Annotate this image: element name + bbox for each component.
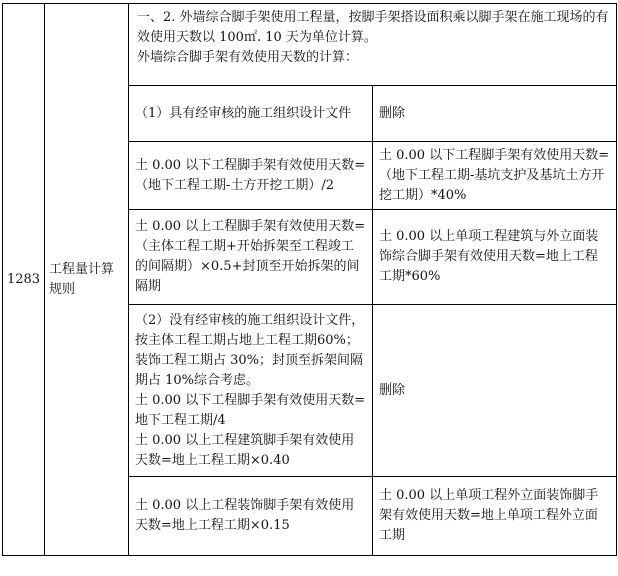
item-number: 1283 <box>6 271 41 287</box>
intro-cell <box>129 4 617 86</box>
case1-header-cell <box>129 86 373 142</box>
intro-subtitle: 外墙综合脚手架有效使用天数的计算： <box>137 50 359 65</box>
rules-table <box>2 3 617 556</box>
below-zero-new-cell <box>373 142 617 210</box>
item-number-cell <box>3 4 45 556</box>
below-zero-new-text: 土 0.00 以下工程脚手架有效使用天数=（地下工程工期-基坑支护及基坑土方开挖工期）*40% <box>379 147 610 203</box>
case2-cell <box>129 305 373 477</box>
case2-below-zero: 土 0.00 以下工程脚手架有效使用天数=地下工程工期/4 <box>135 392 366 428</box>
decor-new-text: 土 0.00 以上单项工程外立面装饰脚手架有效使用天数=地上单项工程外立面工期 <box>379 488 599 543</box>
below-zero-old-cell <box>129 142 373 210</box>
case1-header-right-cell <box>373 86 617 142</box>
below-zero-old-text: 土 0.00 以下工程脚手架有效使用天数=（地下工程工期-土方开挖工期）/2 <box>135 157 366 193</box>
above-zero-new-cell <box>373 210 617 305</box>
above-zero-old-cell <box>129 210 373 305</box>
case2-above-zero: 土 0.00 以上工程建筑脚手架有效使用天数=地上工程工期×0.40 <box>135 432 355 468</box>
case1-header-right: 删除 <box>379 105 406 121</box>
decor-new-cell <box>373 477 617 556</box>
decor-old-text: 土 0.00 以上工程装饰脚手架有效使用天数=地上工程工期×0.15 <box>135 498 355 533</box>
case2-header: （2）没有经审核的施工组织设计文件，按主体工程工期占地上工程工期60%；装饰工程工期占 30%；封顶至拆架间隔期占 10%综合考虑。 <box>135 312 365 388</box>
decor-old-cell <box>129 477 373 556</box>
intro-text: 一、2. 外墙综合脚手架使用工程量，按脚手架搭设面积乘以脚手架在施工现场的有效使用天数以 100㎡. 10 天为单位计算。 <box>137 10 609 45</box>
case2-right: 删除 <box>379 382 406 398</box>
case2-right-cell <box>373 305 617 477</box>
above-zero-new-text: 土 0.00 以上单项工程建筑与外立面装饰综合脚手架有效使用天数=地上工程工期*60% <box>379 229 599 284</box>
above-zero-old-text: 土 0.00 以上工程脚手架有效使用天数=（主体工程工期+开始拆架至工程竣工的间隔期）×0.5+封顶至开始拆架的间隔期 <box>135 219 366 294</box>
category-label: 工程量计算规则 <box>49 261 115 297</box>
category-cell <box>45 4 129 556</box>
case1-header: （1）具有经审核的施工组织设计文件 <box>135 105 352 121</box>
